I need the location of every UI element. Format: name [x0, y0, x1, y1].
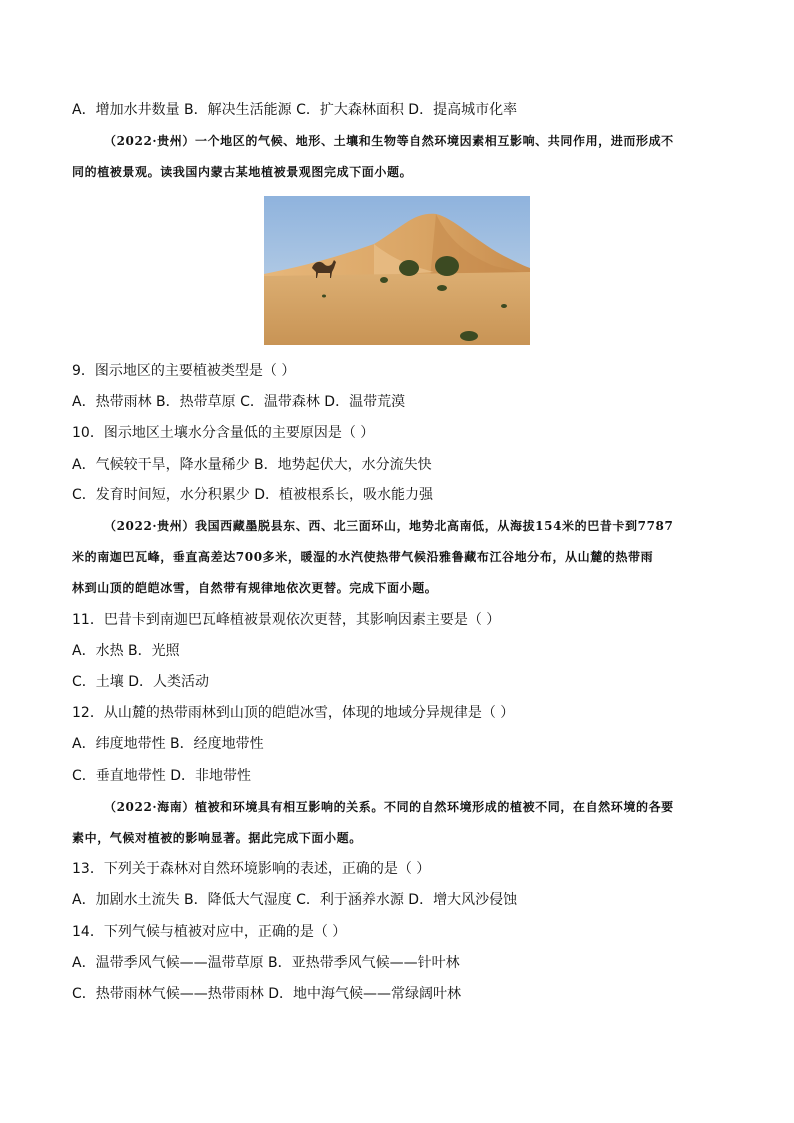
q14-options-cd: C．热带雨林气候——热带雨林 D．地中海气候——常绿阔叶林 — [72, 986, 462, 1002]
passage-1-line-1 — [104, 131, 674, 151]
passage-3-text: 植被和环境具有相互影响的关系。不同的自然环境形成的植被不同，在自然环境的各要 — [194, 800, 674, 814]
passage-2-text: 我国西藏墨脱县东、西、北三面环山，地势北高南低，从海拔154米的巴昔卡到7787 — [194, 519, 674, 533]
passage-2-line-2: 米的南迦巴瓦峰，垂直高差达700多米，暖湿的水汽使热带气候沿雅鲁藏布江谷地分布，从山麓的热带雨 — [72, 550, 654, 564]
q12-options-ab: A．纬度地带性 B．经度地带性 — [72, 736, 264, 752]
passage-3-source: （2022·海南） — [104, 800, 195, 814]
desert-landscape-photo — [264, 196, 530, 345]
passage-3-line-2: 素中，气候对植被的影响显著。据此完成下面小题。 — [72, 831, 362, 845]
q9-options: A．热带雨林 B．热带草原 C．温带森林 D．温带荒漠 — [72, 394, 406, 410]
passage-2-line-3: 林到山顶的皑皑冰雪，自然带有规律地依次更替。完成下面小题。 — [72, 581, 438, 595]
passage-1-source: （2022·贵州） — [104, 134, 195, 148]
q11-options-cd: C．土壤 D．人类活动 — [72, 674, 210, 690]
passage-2-line-1 — [104, 516, 673, 536]
q13-stem: 13．下列关于森林对自然环境影响的表述，正确的是（ ） — [72, 861, 431, 877]
passage-1-line-2: 同的植被景观。读我国内蒙古某地植被景观图完成下面小题。 — [72, 165, 413, 179]
q12-stem: 12．从山麓的热带雨林到山顶的皑皑冰雪，体现的地域分异规律是（ ） — [72, 705, 515, 721]
q9-stem: 9．图示地区的主要植被类型是（ ） — [72, 363, 296, 379]
q13-options: A．加剧水土流失 B．降低大气湿度 C．利于涵养水源 D．增大风沙侵蚀 — [72, 892, 518, 908]
q11-options-ab: A．水热 B．光照 — [72, 643, 180, 659]
q10-options-cd: C．发育时间短，水分积累少 D．植被根系长，吸水能力强 — [72, 487, 434, 503]
q14-stem: 14．下列气候与植被对应中，正确的是（ ） — [72, 924, 347, 940]
q10-stem: 10．图示地区土壤水分含量低的主要原因是（ ） — [72, 425, 375, 441]
q14-options-ab: A．温带季风气候——温带草原 B．亚热带季风气候——针叶林 — [72, 955, 460, 971]
q8-options: A．增加水井数量 B．解决生活能源 C．扩大森林面积 D．提高城市化率 — [72, 102, 518, 118]
passage-2-source: （2022·贵州） — [104, 519, 195, 533]
q10-options-ab: A．气候较干旱，降水量稀少 B．地势起伏大，水分流失快 — [72, 457, 432, 473]
q12-options-cd: C．垂直地带性 D．非地带性 — [72, 768, 252, 784]
passage-3-line-1 — [104, 797, 674, 817]
q11-stem: 11．巴昔卡到南迦巴瓦峰植被景观依次更替，其影响因素主要是（ ） — [72, 612, 501, 628]
passage-1-text: 一个地区的气候、地形、土壤和生物等自然环境因素相互影响、共同作用，进而形成不 — [194, 134, 674, 148]
